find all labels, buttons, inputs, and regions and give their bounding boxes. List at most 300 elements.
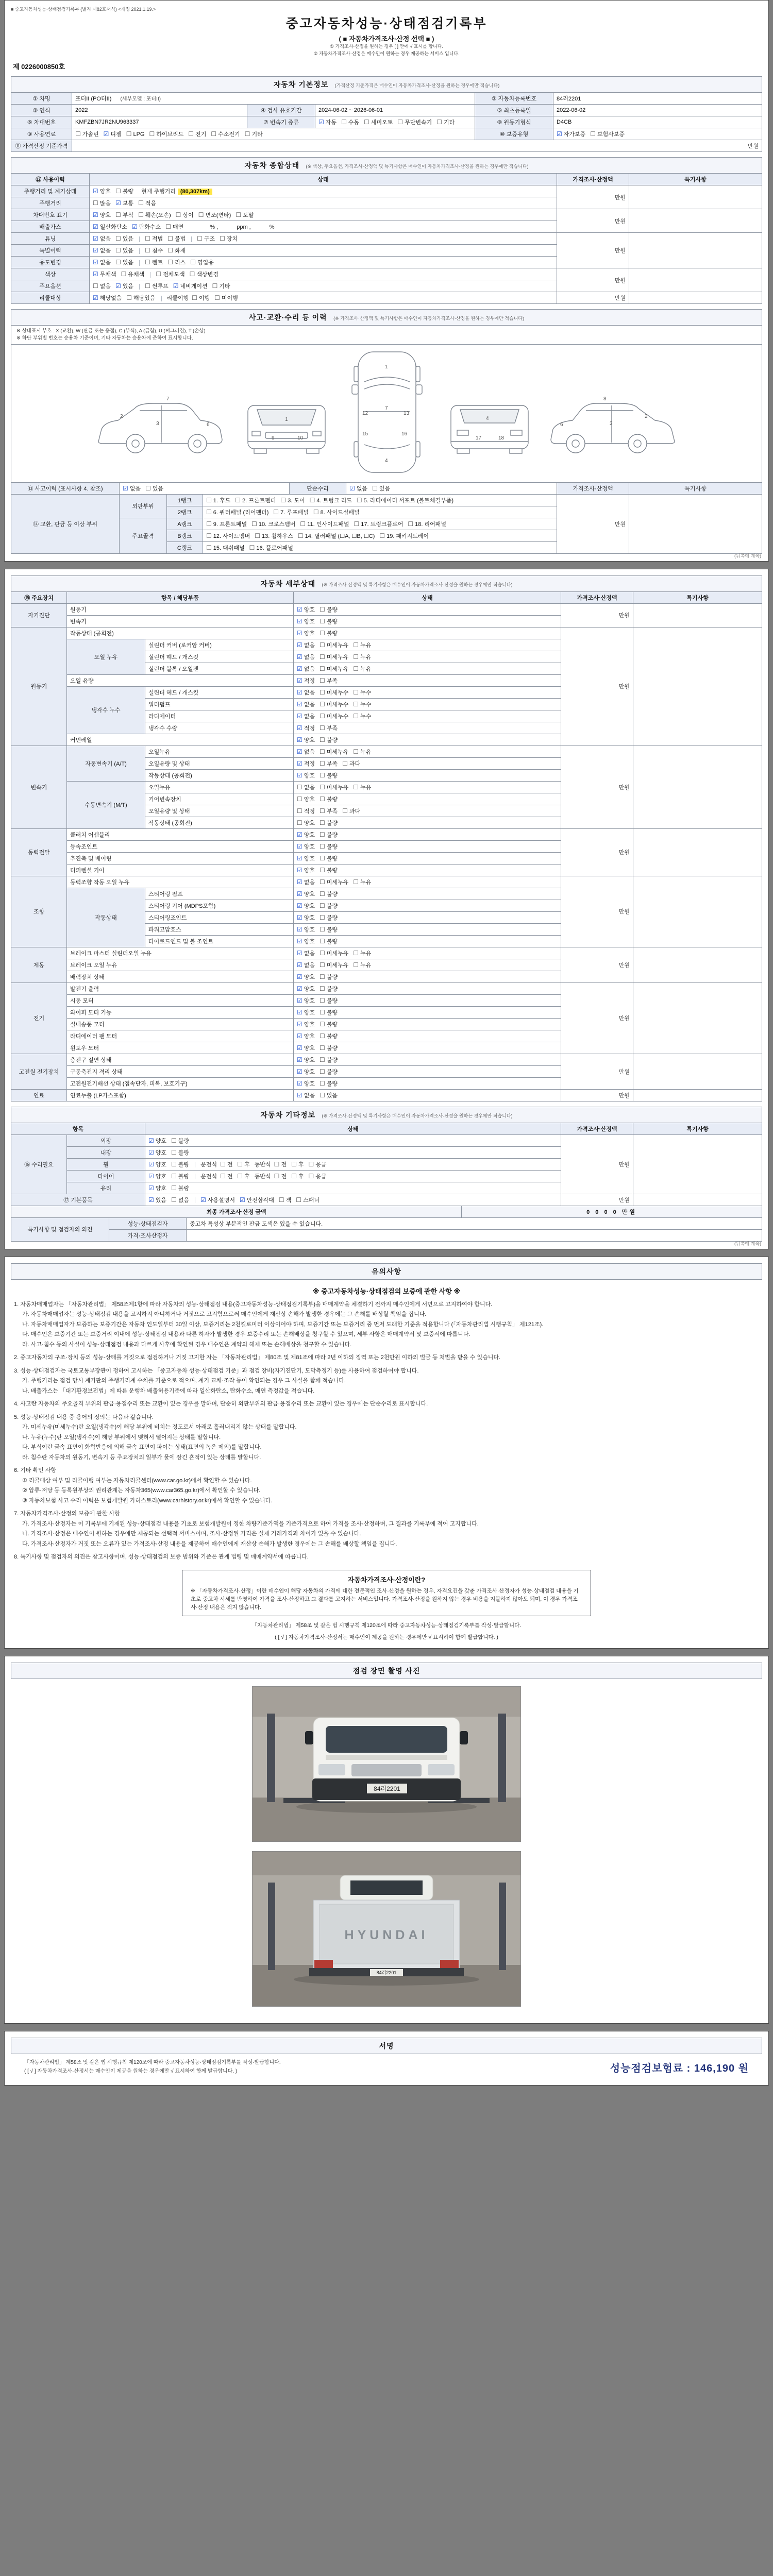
checkbox-2. 프론트펜더[interactable]: ☐ 2. 프론트펜더 — [235, 496, 276, 504]
frame-group-label: 주요골격 — [120, 518, 167, 553]
checkbox-양호[interactable]: ☑ 양호 — [148, 1184, 167, 1192]
item-label: 구동축전지 격리 상태 — [67, 1065, 294, 1077]
checkbox-후[interactable]: ☐ 후 — [237, 1160, 250, 1168]
basic-items-label: ⑰ 기본품목 — [11, 1194, 145, 1206]
item-label: 스티어링조인트 — [145, 911, 294, 923]
checkbox-11. 인사이드패널[interactable]: ☐ 11. 인사이드패널 — [300, 520, 349, 528]
divider — [139, 260, 140, 266]
note-cell — [629, 292, 762, 304]
checkbox-적정[interactable]: ☑ 적정 — [297, 724, 315, 732]
checkbox-3. 도어[interactable]: ☐ 3. 도어 — [280, 496, 305, 504]
checkbox-없음[interactable]: ☑ 없음 — [297, 748, 315, 755]
inline-label: 운전석 — [200, 1161, 217, 1168]
checkbox-불량[interactable]: ☐ 불량 — [320, 629, 338, 637]
checkbox-양호[interactable]: ☑ 양호 — [297, 1079, 315, 1087]
checkbox-미세누유[interactable]: ☐ 미세누유 — [320, 748, 349, 755]
checkbox-응급[interactable]: ☐ 응급 — [308, 1172, 327, 1180]
accident-section-note: (※ 가격조사·산정액 및 특기사항은 매수인이 자동차가격조사·산정을 원하는 경우에만 적습니다) — [333, 316, 525, 321]
checkbox-19. 패키지트레이[interactable]: ☐ 19. 패키지트레이 — [379, 532, 429, 539]
svg-text:3: 3 — [156, 420, 159, 427]
col-state: 상태 — [90, 174, 557, 185]
item-label: 시동 모터 — [67, 994, 294, 1006]
detail-note-cell — [633, 603, 762, 627]
checkbox-양호[interactable]: ☑ 양호 — [297, 973, 315, 980]
basic-row-2 — [11, 105, 762, 116]
sign-section-title: 서명 — [379, 2042, 394, 2050]
checkbox-16. 플로어패널[interactable]: ☐ 16. 플로어패널 — [249, 544, 293, 551]
item-state — [294, 1054, 561, 1065]
checkbox-부족[interactable]: ☐ 부족 — [320, 759, 338, 767]
checkbox-양호[interactable]: ☑ 양호 — [297, 1008, 315, 1016]
checkbox-부족[interactable]: ☐ 부족 — [320, 676, 338, 684]
checkbox-누유[interactable]: ☐ 누유 — [353, 653, 372, 660]
col-misc-note: 특기사항 — [633, 1123, 762, 1134]
checkbox-불량[interactable]: ☐ 불량 — [320, 736, 338, 743]
checkbox-전기[interactable]: ☐ 전기 — [188, 130, 207, 138]
checkbox-응급[interactable]: ☐ 응급 — [308, 1160, 327, 1168]
form-note: ■ 중고자동차성능·상태점검기록부 (별지 제82호서식) <개정 2021.1.19.> — [11, 7, 156, 12]
checkbox-양호[interactable]: ☐ 양호 — [297, 819, 315, 826]
checkbox-기타[interactable]: ☐ 기타 — [244, 130, 263, 138]
divider — [161, 296, 162, 301]
checkbox-8. 사이드실패널[interactable]: ☐ 8. 사이드실패널 — [313, 508, 360, 516]
checkbox-후[interactable]: ☐ 후 — [237, 1172, 250, 1180]
checkbox-부식[interactable]: ☐ 부식 — [115, 211, 134, 218]
divider — [139, 248, 140, 254]
checkbox-불량[interactable]: ☐ 불량 — [320, 1008, 338, 1016]
checkbox-변조(변타)[interactable]: ☐ 변조(변타) — [198, 211, 231, 218]
detail-note-cell — [633, 828, 762, 876]
svg-text:2: 2 — [120, 413, 123, 419]
checkbox-전체도색[interactable]: ☐ 전체도색 — [156, 270, 185, 278]
checkbox-구조[interactable]: ☐ 구조 — [197, 235, 215, 242]
checkbox-양호[interactable]: ☑ 양호 — [93, 188, 111, 195]
comp-row — [11, 292, 762, 304]
checkbox-미세누수[interactable]: ☐ 미세누수 — [320, 712, 349, 720]
doc-note-1: ① 가격조사·산정을 원하는 경우 [ ] 안에 √ 표시를 합니다. — [330, 44, 443, 49]
detail-row — [11, 1054, 762, 1065]
checkbox-적정[interactable]: ☑ 적정 — [297, 759, 315, 767]
checkbox-10. 크로스멤버[interactable]: ☐ 10. 크로스멤버 — [251, 520, 296, 528]
checkbox-불량[interactable]: ☐ 불량 — [320, 1044, 338, 1052]
checkbox-7. 루프패널[interactable]: ☐ 7. 루프패널 — [273, 508, 309, 516]
comp-section-band — [11, 157, 762, 174]
checkbox-자가보증[interactable]: ☑ 자가보증 — [557, 130, 586, 138]
checkbox-없음[interactable]: ☑ 없음 — [297, 641, 315, 649]
use-history-label: 특별이력 — [11, 245, 90, 257]
checkbox-불량[interactable]: ☐ 불량 — [320, 1056, 338, 1063]
checkbox-양호[interactable]: ☑ 양호 — [297, 831, 315, 838]
checkbox-불량[interactable]: ☐ 불량 — [320, 1067, 338, 1075]
checkbox-과다[interactable]: ☐ 과다 — [342, 759, 361, 767]
checkbox-양호[interactable]: ☑ 양호 — [297, 842, 315, 850]
checkbox-렌트[interactable]: ☐ 렌트 — [145, 259, 163, 266]
page-basic-info — [4, 0, 769, 562]
detail-row — [11, 947, 762, 959]
checkbox-없음[interactable]: ☑ 없음 — [93, 235, 111, 242]
legend-line-2: ※ 하단 부위별 번호는 승용차 기준이며, 기타 자동차는 승용차에 준하여 표시합니다. — [16, 335, 193, 342]
checkbox-리스[interactable]: ☐ 리스 — [167, 259, 186, 266]
checkbox-디젤[interactable]: ☑ 디젤 — [103, 130, 122, 138]
checkbox-없음[interactable]: ☑ 없음 — [297, 1091, 315, 1099]
checkbox-누유[interactable]: ☐ 누유 — [353, 878, 372, 886]
checkbox-누유[interactable]: ☐ 누유 — [353, 748, 372, 755]
checkbox-세미오토[interactable]: ☐ 세미오토 — [364, 118, 393, 126]
insurance-fee-value: 146,190 원 — [694, 2062, 749, 2074]
checkbox-불량[interactable]: ☐ 불량 — [171, 1137, 190, 1144]
checkbox-불량[interactable]: ☐ 불량 — [320, 771, 338, 779]
checkbox-무채색[interactable]: ☑ 무채색 — [93, 270, 116, 278]
checkbox-누수[interactable]: ☐ 누수 — [353, 688, 372, 696]
checkbox-불법[interactable]: ☐ 불법 — [167, 235, 186, 242]
checkbox-불량[interactable]: ☐ 불량 — [171, 1172, 190, 1180]
checkbox-불량[interactable]: ☐ 불량 — [320, 854, 338, 862]
notice-head: ※ 중고자동차성능·상태점검의 보증에 관한 사항 ※ — [312, 1287, 461, 1295]
page-continue-note: (뒤쪽에 계속) — [734, 553, 761, 558]
checkbox-양호[interactable]: ☑ 양호 — [148, 1160, 167, 1168]
checkbox-양호[interactable]: ☑ 양호 — [297, 771, 315, 779]
checkbox-없음[interactable]: ☐ 없음 — [171, 1196, 190, 1204]
checkbox-영업용[interactable]: ☐ 영업용 — [190, 259, 214, 266]
checkbox-18. 리어패널[interactable]: ☐ 18. 리어패널 — [408, 520, 446, 528]
checkbox-기타[interactable]: ☐ 기타 — [436, 118, 455, 126]
checkbox-양호[interactable]: ☑ 양호 — [148, 1172, 167, 1180]
checkbox-자동[interactable]: ☑ 자동 — [318, 118, 337, 126]
checkbox-화재[interactable]: ☐ 화재 — [167, 247, 186, 254]
checkbox-양호[interactable]: ☑ 양호 — [297, 1032, 315, 1040]
doc-title: 중고자동차성능·상태점검기록부 — [285, 16, 488, 31]
checkbox-불량[interactable]: ☐ 불량 — [115, 188, 134, 195]
checkbox-양호[interactable]: ☑ 양호 — [297, 996, 315, 1004]
checkbox-없음[interactable]: ☑ 없음 — [297, 712, 315, 720]
checkbox-탄화수소[interactable]: ☑ 탄화수소 — [131, 223, 161, 230]
label-reg-no: ② 자동차등록번호 — [475, 93, 553, 105]
checkbox-미세누유[interactable]: ☐ 미세누유 — [320, 665, 349, 672]
checkbox-없음[interactable]: ☑ 없음 — [297, 878, 315, 886]
item-state — [294, 900, 561, 911]
checkbox-도말[interactable]: ☐ 도말 — [236, 211, 254, 218]
checkbox-없음[interactable]: ☐ 없음 — [93, 282, 111, 290]
notice-paragraph: ② 압류·저당 등 등록원부상의 권리관계는 자동차365(www.car365.go.kr)에서 확인할 수 있습니다. — [22, 1487, 261, 1494]
checkbox-해당없음[interactable]: ☑ 해당없음 — [93, 294, 122, 301]
checkbox-양호[interactable]: ☑ 양호 — [297, 605, 315, 613]
opinion-row-performance — [11, 1217, 762, 1229]
checkbox-없음[interactable]: ☐ 없음 — [297, 783, 315, 791]
checkbox-보험사보증[interactable]: ☐ 보험사보증 — [590, 130, 625, 138]
checkbox-양호[interactable]: ☑ 양호 — [297, 736, 315, 743]
item-label: 등속조인트 — [67, 840, 294, 852]
col-price: 가격조사·산정액 — [557, 174, 629, 185]
checkbox-불량[interactable]: ☐ 불량 — [320, 1032, 338, 1040]
state-cell — [90, 292, 557, 304]
inline-label: 동반석 — [254, 1161, 271, 1168]
checkbox-불량[interactable]: ☐ 불량 — [320, 996, 338, 1004]
basic-row-4 — [11, 128, 762, 140]
checkbox-양호[interactable]: ☑ 양호 — [297, 890, 315, 897]
sub-group-label: 수동변속기 (M/T) — [67, 781, 145, 828]
detail-row — [11, 876, 762, 888]
checkbox-불량[interactable]: ☐ 불량 — [320, 890, 338, 897]
item-state — [294, 876, 561, 888]
checkbox-불량[interactable]: ☐ 불량 — [320, 925, 338, 933]
item-state — [294, 959, 561, 971]
detail-price-cell: 만원 — [561, 745, 633, 828]
checkbox-누유[interactable]: ☐ 누유 — [353, 783, 372, 791]
checkbox-있음[interactable]: ☑ 있음 — [115, 282, 134, 290]
checkbox-불량[interactable]: ☐ 불량 — [320, 1079, 338, 1087]
checkbox-없음[interactable]: ☑ 없음 — [297, 700, 315, 708]
checkbox-수동[interactable]: ☐ 수동 — [341, 118, 360, 126]
checkbox-매연[interactable]: ☐ 매연 — [165, 223, 184, 230]
checkbox-해당있음[interactable]: ☐ 해당있음 — [126, 294, 156, 301]
checkbox-부족[interactable]: ☐ 부족 — [320, 724, 338, 732]
checkbox-양호[interactable]: ☑ 양호 — [148, 1137, 167, 1144]
checkbox-미이행[interactable]: ☐ 미이행 — [214, 294, 238, 301]
checkbox-있음[interactable]: ☐ 있음 — [115, 247, 134, 254]
checkbox-4. 트렁크 리드[interactable]: ☐ 4. 트렁크 리드 — [309, 496, 352, 504]
use-history-label: 용도변경 — [11, 257, 90, 268]
checkbox-양호[interactable]: ☑ 양호 — [297, 854, 315, 862]
checkbox-사용설명서[interactable]: ☑ 사용설명서 — [200, 1196, 235, 1204]
checkbox-없음[interactable]: ☑ 없음 — [93, 259, 111, 266]
checkbox-양호[interactable]: ☐ 양호 — [297, 795, 315, 803]
detail-row — [11, 627, 762, 639]
checkbox-무단변속기[interactable]: ☐ 무단변속기 — [397, 118, 432, 126]
checkbox-네비게이션[interactable]: ☑ 네비게이션 — [173, 282, 208, 290]
sub-group-label: 냉각수 누수 — [67, 686, 145, 734]
checkbox-불량[interactable]: ☐ 불량 — [320, 605, 338, 613]
checkbox-없음[interactable]: ☑ 없음 — [297, 949, 315, 957]
checkbox-스패너[interactable]: ☐ 스패너 — [296, 1196, 320, 1204]
checkbox-양호[interactable]: ☑ 양호 — [297, 925, 315, 933]
checkbox-양호[interactable]: ☑ 양호 — [297, 629, 315, 637]
misc-item-label: 휠 — [67, 1158, 145, 1170]
checkbox-양호[interactable]: ☑ 양호 — [297, 866, 315, 874]
checkbox-색상변경[interactable]: ☐ 색상변경 — [189, 270, 219, 278]
checkbox-장치[interactable]: ☐ 장치 — [220, 235, 238, 242]
checkbox-없음[interactable]: ☑ 없음 — [297, 653, 315, 660]
rank-label: B랭크 — [167, 530, 203, 541]
state-cell — [90, 209, 557, 221]
checkbox-양호[interactable]: ☑ 양호 — [297, 985, 315, 992]
checkbox-불량[interactable]: ☐ 불량 — [320, 842, 338, 850]
checkbox-부족[interactable]: ☐ 부족 — [320, 807, 338, 815]
checkbox-5. 라디에이터 서포트 (볼트체결부품)[interactable]: ☐ 5. 라디에이터 서포트 (볼트체결부품) — [356, 496, 454, 504]
item-state — [294, 911, 561, 923]
checkbox-전[interactable]: ☐ 전 — [274, 1172, 287, 1180]
checkbox-17. 트렁크플로어[interactable]: ☐ 17. 트렁크플로어 — [354, 520, 404, 528]
checkbox-불량[interactable]: ☐ 불량 — [320, 795, 338, 803]
checkbox-기타[interactable]: ☐ 기타 — [212, 282, 230, 290]
checkbox-불량[interactable]: ☐ 불량 — [320, 937, 338, 945]
misc-item-state — [145, 1182, 561, 1194]
label-vin: ⑥ 차대번호 — [11, 116, 72, 128]
opinion-label: 특기사항 및 점검자의 의견 — [11, 1217, 109, 1241]
checkbox-불량[interactable]: ☐ 불량 — [171, 1184, 190, 1192]
checkbox-있음[interactable]: ☐ 있음 — [115, 259, 134, 266]
checkbox-누유[interactable]: ☐ 누유 — [353, 665, 372, 672]
comprehensive-state-table — [11, 173, 762, 304]
rank-options — [203, 541, 557, 553]
checkbox-미세누유[interactable]: ☐ 미세누유 — [320, 653, 349, 660]
notice-paragraph: 라. 침수란 자동차의 원동기, 변속기 등 주요장치의 일부가 물에 잠긴 흔적이 있는 상태를 말합니다. — [22, 1454, 261, 1461]
checkbox-미세누유[interactable]: ☐ 미세누유 — [320, 961, 349, 969]
checkbox-6. 쿼터패널 (리어펜더)[interactable]: ☐ 6. 쿼터패널 (리어펜더) — [206, 508, 269, 516]
checkbox-불량[interactable]: ☐ 불량 — [320, 617, 338, 625]
notice-paragraph: 가. 자동차매매업자는 성능·상태점검 내용을 고지하지 아니하거나 거짓으로 고지함으로써 매수인에게 재산상 손해가 발생한 경우에는 그 손해를 배상할 책임을 집니다. — [22, 1311, 427, 1317]
checkbox-안전삼각대[interactable]: ☑ 안전삼각대 — [239, 1196, 274, 1204]
checkbox-과다[interactable]: ☐ 과다 — [342, 807, 361, 815]
checkbox-1. 후드[interactable]: ☐ 1. 후드 — [206, 496, 231, 504]
checkbox-15. 대쉬패널[interactable]: ☐ 15. 대쉬패널 — [206, 544, 245, 551]
checkbox-전[interactable]: ☐ 전 — [220, 1172, 233, 1180]
checkbox-누유[interactable]: ☐ 누유 — [353, 961, 372, 969]
item-state — [294, 1089, 561, 1101]
checkbox-훼손(오손)[interactable]: ☐ 훼손(오손) — [138, 211, 171, 218]
checkbox-미세누유[interactable]: ☐ 미세누유 — [320, 641, 349, 649]
notice-paragraph: 6. 기타 확인 사항 — [14, 1467, 57, 1473]
basic-items-state — [145, 1194, 561, 1206]
checkbox-있음[interactable]: ☑ 있음 — [148, 1196, 167, 1204]
checkbox-불량[interactable]: ☐ 불량 — [320, 913, 338, 921]
checkbox-9. 프론트패널[interactable]: ☐ 9. 프론트패널 — [206, 520, 247, 528]
item-state — [294, 710, 561, 722]
label-accident-price: 가격조사·산정액 — [557, 482, 629, 494]
device-label: 자기진단 — [11, 603, 67, 627]
checkbox-하이브리드[interactable]: ☐ 하이브리드 — [149, 130, 184, 138]
checkbox-양호[interactable]: ☑ 양호 — [93, 211, 111, 218]
page-photos — [4, 1656, 769, 2024]
diagram-legend — [11, 325, 762, 345]
item-label: 브레이크 마스터 실린더오일 누유 — [67, 947, 294, 959]
checkbox-없음[interactable]: ☑ 없음 — [297, 961, 315, 969]
checkbox-양호[interactable]: ☑ 양호 — [297, 1056, 315, 1063]
label-first-reg: ⑤ 최초등록일 — [475, 105, 553, 116]
divider — [139, 236, 140, 242]
checkbox-가솔린[interactable]: ☐ 가솔린 — [75, 130, 99, 138]
checkbox-없음[interactable]: ☑ 없음 — [297, 665, 315, 672]
checkbox-침수[interactable]: ☐ 침수 — [145, 247, 163, 254]
basic-items-price: 만원 — [561, 1194, 633, 1206]
checkbox-14. 필러패널 (☐A, ☐B, ☐C)[interactable]: ☐ 14. 필러패널 (☐A, ☐B, ☐C) — [297, 532, 375, 539]
checkbox-보통[interactable]: ☑ 보통 — [115, 199, 134, 207]
checkbox-미세누유[interactable]: ☐ 미세누유 — [320, 949, 349, 957]
checkbox-불량[interactable]: ☐ 불량 — [171, 1148, 190, 1156]
checkbox-양호[interactable]: ☑ 양호 — [297, 1044, 315, 1052]
checkbox-미세누유[interactable]: ☐ 미세누유 — [320, 878, 349, 886]
checkbox-LPG[interactable]: ☐ LPG — [126, 130, 145, 138]
checkbox-누유[interactable]: ☐ 누유 — [353, 949, 372, 957]
checkbox-적법[interactable]: ☐ 적법 — [145, 235, 163, 242]
item-state — [294, 627, 561, 639]
checkbox-전[interactable]: ☐ 전 — [220, 1160, 233, 1168]
checkbox-이행[interactable]: ☐ 이행 — [192, 294, 210, 301]
checkbox-불량[interactable]: ☐ 불량 — [171, 1160, 190, 1168]
checkbox-양호[interactable]: ☑ 양호 — [297, 1067, 315, 1075]
checkbox-13. 휠하우스[interactable]: ☐ 13. 휠하우스 — [255, 532, 293, 539]
checkbox-있음[interactable]: ☐ 있음 — [372, 484, 391, 492]
checkbox-불량[interactable]: ☐ 불량 — [320, 902, 338, 909]
rank-options — [203, 530, 557, 541]
checkbox-불량[interactable]: ☐ 불량 — [320, 1020, 338, 1028]
note-cell — [629, 209, 762, 233]
photos-section-title: 점검 장면 촬영 사진 — [352, 1667, 421, 1675]
checkbox-양호[interactable]: ☑ 양호 — [297, 617, 315, 625]
rear-brand-text: HYUNDAI — [344, 1928, 429, 1943]
notice-paragraph: 1. 자동차매매업자는 「자동차관리법」 제58조제1항에 따라 자동차의 성능·상태점검 내용(중고자동차성능·상태점검기록부)을 매매계약을 체결하기 전까지 매수인에게 서면으로 고지하여야 합니다. — [14, 1301, 493, 1308]
svg-text:18: 18 — [498, 435, 505, 441]
checkbox-수소전기[interactable]: ☐ 수소전기 — [211, 130, 240, 138]
checkbox-적음[interactable]: ☐ 적음 — [138, 199, 157, 207]
checkbox-양호[interactable]: ☑ 양호 — [297, 937, 315, 945]
inspection-photo-front — [253, 1687, 520, 1841]
checkbox-잭[interactable]: ☐ 잭 — [278, 1196, 292, 1204]
detail-note-cell — [633, 1089, 762, 1101]
sign-row — [11, 2054, 762, 2078]
checkbox-없음[interactable]: ☑ 없음 — [93, 247, 111, 254]
checkbox-불량[interactable]: ☐ 불량 — [320, 831, 338, 838]
checkbox-불량[interactable]: ☐ 불량 — [320, 973, 338, 980]
checkbox-적정[interactable]: ☐ 적정 — [297, 807, 315, 815]
checkbox-미세누수[interactable]: ☐ 미세누수 — [320, 700, 349, 708]
notice-section-band — [11, 1263, 762, 1280]
detail-row — [11, 603, 762, 615]
checkbox-양호[interactable]: ☑ 양호 — [297, 913, 315, 921]
checkbox-있음[interactable]: ☐ 있음 — [115, 235, 134, 242]
checkbox-유채색[interactable]: ☐ 유채색 — [121, 270, 145, 278]
detail-price-cell: 만원 — [561, 627, 633, 745]
checkbox-상이[interactable]: ☐ 상이 — [175, 211, 194, 218]
fuel-options — [72, 128, 475, 140]
checkbox-불량[interactable]: ☐ 불량 — [320, 819, 338, 826]
checkbox-양호[interactable]: ☑ 양호 — [148, 1148, 167, 1156]
checkbox-일산화탄소[interactable]: ☑ 일산화탄소 — [93, 223, 127, 230]
checkbox-없음[interactable]: ☑ 없음 — [123, 484, 141, 492]
notice-paragraphs — [11, 1300, 762, 1562]
checkbox-양호[interactable]: ☑ 양호 — [297, 902, 315, 909]
checkbox-있음[interactable]: ☐ 있음 — [320, 1091, 338, 1099]
accident-section-band — [11, 309, 762, 326]
checkbox-없음[interactable]: ☑ 없음 — [349, 484, 368, 492]
item-label: 작동상태 (공회전) — [67, 627, 294, 639]
state-cell — [90, 245, 557, 257]
item-label: 냉각수 수량 — [145, 722, 294, 734]
checkbox-없음[interactable]: ☑ 없음 — [297, 688, 315, 696]
checkbox-적정[interactable]: ☑ 적정 — [297, 676, 315, 684]
vin: KMFZBN7JR2NU963337 — [72, 116, 247, 128]
rear-plate-text: 84러2201 — [376, 1970, 397, 1976]
item-label: 고전원전기배선 상태 (접속단자, 피복, 보호기구) — [67, 1077, 294, 1089]
checkbox-불량[interactable]: ☐ 불량 — [320, 985, 338, 992]
checkbox-후[interactable]: ☐ 후 — [291, 1172, 304, 1180]
checkbox-많음[interactable]: ☐ 많음 — [93, 199, 111, 207]
checkbox-누유[interactable]: ☐ 누유 — [353, 641, 372, 649]
item-state — [294, 1077, 561, 1089]
misc-note-cell — [633, 1134, 762, 1194]
checkbox-미세누수[interactable]: ☐ 미세누수 — [320, 688, 349, 696]
checkbox-후[interactable]: ☐ 후 — [291, 1160, 304, 1168]
checkbox-양호[interactable]: ☑ 양호 — [297, 1020, 315, 1028]
checkbox-전[interactable]: ☐ 전 — [274, 1160, 287, 1168]
opinion-role-performance: 성능·상태점검자 — [109, 1217, 187, 1229]
checkbox-누수[interactable]: ☐ 누수 — [353, 700, 372, 708]
checkbox-썬루프[interactable]: ☐ 썬루프 — [145, 282, 169, 290]
checkbox-누수[interactable]: ☐ 누수 — [353, 712, 372, 720]
checkbox-불량[interactable]: ☐ 불량 — [320, 866, 338, 874]
checkbox-있음[interactable]: ☐ 있음 — [145, 484, 164, 492]
checkbox-12. 사이드멤버[interactable]: ☐ 12. 사이드멤버 — [206, 532, 250, 539]
checkbox-미세누유[interactable]: ☐ 미세누유 — [320, 783, 349, 791]
